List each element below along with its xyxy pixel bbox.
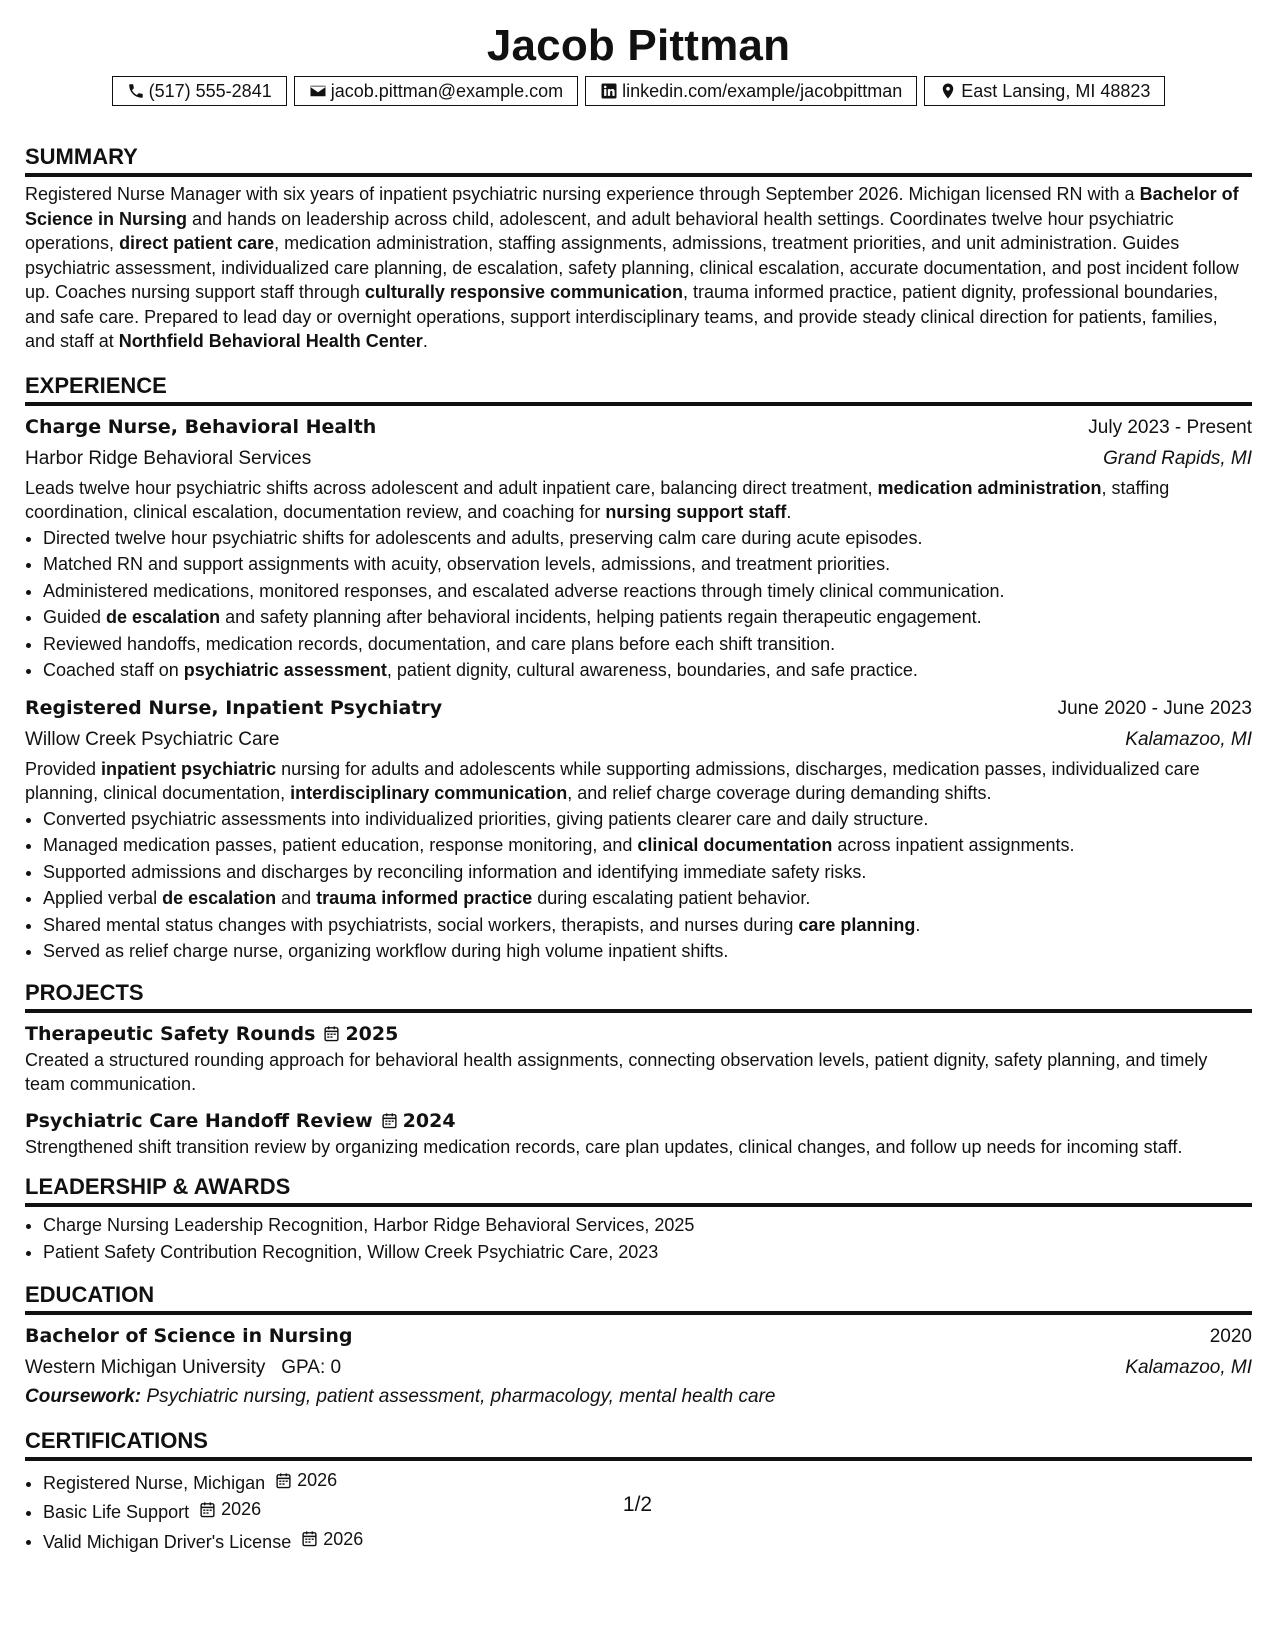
school-location: Kalamazoo, MI xyxy=(1125,1357,1252,1378)
job-employer: Harbor Ridge Behavioral Services xyxy=(25,447,312,469)
leadership-section xyxy=(25,1173,1252,1265)
project-year: 2025 xyxy=(345,1022,399,1045)
leadership-list xyxy=(25,1212,1252,1265)
projects-heading: PROJECTS xyxy=(25,979,1252,1013)
map-pin-icon xyxy=(939,82,957,100)
location-text: East Lansing, MI 48823 xyxy=(961,81,1151,101)
list-item: • Administered medications, monitored responses, and escalated adverse reactions through timely clinical communication. xyxy=(43,578,1252,605)
experience-section xyxy=(25,372,1252,965)
contact-email[interactable] xyxy=(294,76,578,106)
education-heading: EDUCATION xyxy=(25,1281,1252,1315)
job-bullets xyxy=(25,806,1252,965)
certifications-section xyxy=(25,1427,1252,1555)
page-number: 1/2 xyxy=(622,1493,653,1516)
phone-text: (517) 555-2841 xyxy=(148,81,272,101)
school-info: Western Michigan University GPA: 0 xyxy=(25,1357,342,1378)
project-description: Strengthened shift transition review by organizing medication records, care plan updates, clinical changes, and follow up needs for incoming staff. xyxy=(25,1136,1183,1157)
degree-title: Bachelor of Science in Nursing xyxy=(25,1325,353,1347)
linkedin-text: linkedin.com/example/jacobpittman xyxy=(622,81,903,101)
envelope-icon xyxy=(309,82,327,100)
list-item: • Coached staff on psychiatric assessment, patient dignity, cultural awareness, boundaries, and safe practice. xyxy=(43,657,1252,684)
job-description: Leads twelve hour psychiatric shifts across adolescent and adult inpatient care, balancing direct treatment, medication administration, staffing coordination, clinical escalation, documentation review, and coaching for nursing support staff. xyxy=(25,477,1170,522)
contact-phone[interactable] xyxy=(112,76,287,106)
experience-heading: EXPERIENCE xyxy=(25,372,1252,406)
list-item: • Applied verbal de escalation and trauma informed practice during escalating patient behavior. xyxy=(43,885,1252,912)
contact-location xyxy=(924,76,1165,106)
job-title: Registered Nurse, Inpatient Psychiatry xyxy=(25,696,443,719)
summary-text: Registered Nurse Manager with six years of inpatient psychiatric nursing experience through September 2026. Michigan licensed RN with a Bachelor of Science in Nursing and hands on leadership across child, adolescent, and adult behavioral health settings. Coordinates twelve hour psychiatric operations, direct patient care, medication administration, staffing assignments, admissions, treatment priorities, and unit administration. Guides psychiatric assessment, individualized care planning, de escalation, safety planning, clinical escalation, accurate documentation, and post incident follow up. Coaches nursing support staff through culturally responsive communication, trauma informed practice, patient dignity, professional boundaries, and safe care. Prepared to lead day or overnight operations, support interdisciplinary teams, and provide steady clinical direction for patients, families, and staff at Northfield Behavioral Health Center. xyxy=(25,184,1239,351)
coursework: Coursework: Psychiatric nursing, patient assessment, pharmacology, mental health care xyxy=(25,1386,776,1407)
summary-heading: SUMMARY xyxy=(25,143,1252,177)
job-location: Grand Rapids, MI xyxy=(1103,447,1252,469)
list-item: • Patient Safety Contribution Recognition, Willow Creek Psychiatric Care, 2023 xyxy=(43,1239,1252,1266)
list-item: • Basic Life Support 2026 xyxy=(43,1496,1252,1525)
calendar-icon xyxy=(381,1112,398,1129)
job-entry xyxy=(25,693,1252,965)
calendar-icon xyxy=(323,1025,340,1042)
list-item: • Converted psychiatric assessments into individualized priorities, giving patients clearer care and daily structure. xyxy=(43,806,1252,833)
linkedin-icon xyxy=(600,82,618,100)
job-title: Charge Nurse, Behavioral Health xyxy=(25,415,377,438)
resume-page xyxy=(25,20,1252,1555)
contact-bar xyxy=(25,76,1252,106)
list-item: • Guided de escalation and safety planning after behavioral incidents, helping patients regain therapeutic engagement. xyxy=(43,604,1252,631)
project-title: Psychiatric Care Handoff Review 2024 xyxy=(25,1107,1252,1135)
list-item: • Supported admissions and discharges by reconciling information and identifying immediate safety risks. xyxy=(43,859,1252,886)
certifications-heading: CERTIFICATIONS xyxy=(25,1427,1252,1461)
list-item: • Shared mental status changes with psychiatrists, social workers, therapists, and nurses during care planning. xyxy=(43,912,1252,939)
calendar-icon xyxy=(301,1530,318,1547)
summary-section xyxy=(25,143,1252,354)
job-entry xyxy=(25,412,1252,684)
job-bullets xyxy=(25,525,1252,684)
list-item: • Served as relief charge nurse, organizing workflow during high volume inpatient shifts. xyxy=(43,938,1252,965)
calendar-icon xyxy=(275,1472,292,1489)
candidate-name: Jacob Pittman xyxy=(486,21,791,70)
gpa: GPA: 0 xyxy=(281,1357,342,1378)
list-item: • Valid Michigan Driver's License 2026 xyxy=(43,1526,1252,1555)
list-item: • Directed twelve hour psychiatric shifts for adolescents and adults, preserving calm care during acute episodes. xyxy=(43,525,1252,552)
contact-linkedin[interactable] xyxy=(585,76,917,106)
list-item: • Managed medication passes, patient education, response monitoring, and clinical documentation across inpatient assignments. xyxy=(43,832,1252,859)
projects-section xyxy=(25,979,1252,1160)
list-item: • Matched RN and support assignments with acuity, observation levels, admissions, and treatment priorities. xyxy=(43,551,1252,578)
job-description: Provided inpatient psychiatric nursing for adults and adolescents while supporting admissions, discharges, medication passes, individualized care planning, clinical documentation, interdisciplinary communication, and relief charge coverage during demanding shifts. xyxy=(25,758,1200,803)
job-employer: Willow Creek Psychiatric Care xyxy=(25,728,280,750)
list-item: • Reviewed handoffs, medication records, documentation, and care plans before each shift transition. xyxy=(43,631,1252,658)
project-title: Therapeutic Safety Rounds 2025 xyxy=(25,1020,1252,1048)
list-item: • Charge Nursing Leadership Recognition, Harbor Ridge Behavioral Services, 2025 xyxy=(43,1212,1252,1239)
leadership-heading: LEADERSHIP & AWARDS xyxy=(25,1173,1252,1207)
graduation-year: 2020 xyxy=(1209,1326,1252,1347)
project-year: 2024 xyxy=(402,1109,456,1132)
education-section xyxy=(25,1281,1252,1411)
job-dates: July 2023 - Present xyxy=(1088,416,1252,438)
list-item: • Registered Nurse, Michigan 2026 xyxy=(43,1467,1252,1496)
job-location: Kalamazoo, MI xyxy=(1125,728,1252,750)
phone-icon xyxy=(127,82,145,100)
email-text: jacob.pittman@example.com xyxy=(330,81,564,101)
project-description: Created a structured rounding approach for behavioral health assignments, connecting observation levels, patient dignity, safety planning, and timely team communication. xyxy=(25,1049,1208,1094)
job-dates: June 2020 - June 2023 xyxy=(1057,697,1252,719)
